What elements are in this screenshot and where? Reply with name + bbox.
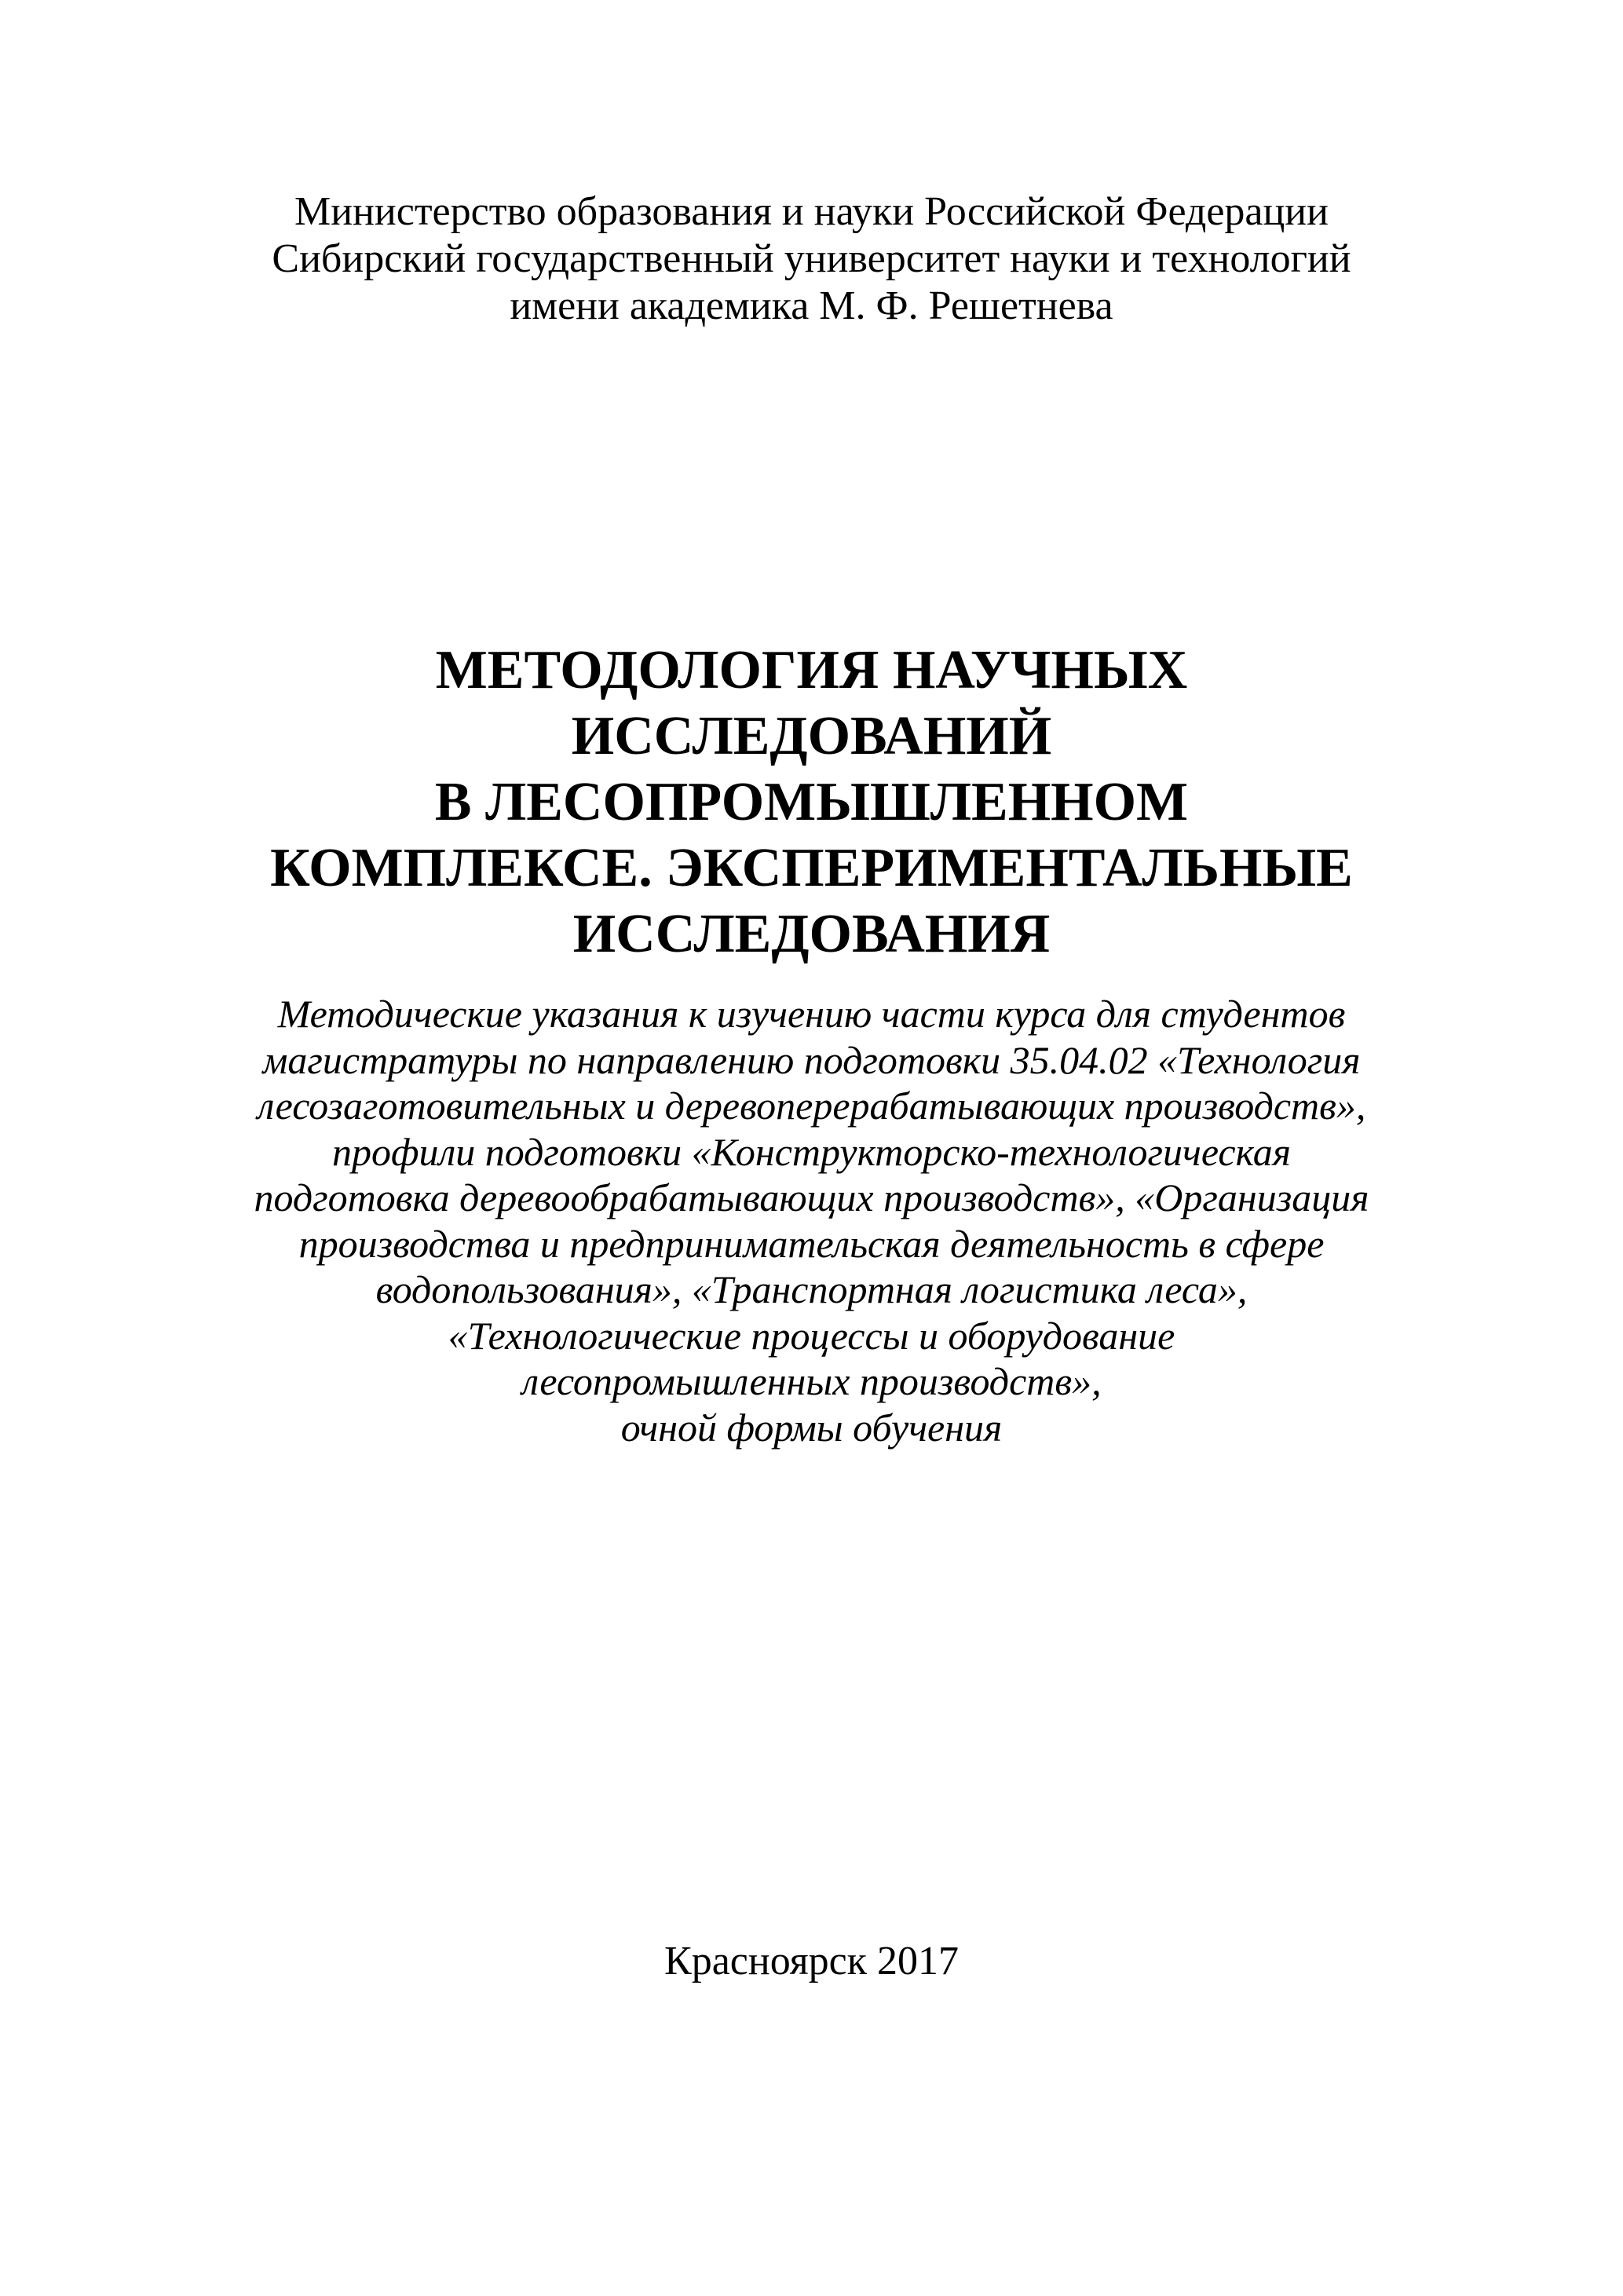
title-line: ИССЛЕДОВАНИЯ — [572, 904, 1051, 964]
title-line: В ЛЕСОПРОМЫШЛЕННОМ — [434, 772, 1189, 832]
title-line: ИССЛЕДОВАНИЙ — [571, 706, 1052, 766]
university-name-line: имени академика М. Ф. Решетнева — [510, 283, 1113, 328]
title-line: КОМПЛЕКСЕ. ЭКСПЕРИМЕНТАЛЬНЫЕ — [270, 838, 1353, 898]
subtitle-line: производства и предпринимательская деятельность в сфере — [298, 1221, 1325, 1266]
place-year: Красноярск 2017 — [664, 1939, 959, 1983]
subtitle-line: «Технологические процессы и оборудование — [448, 1313, 1175, 1358]
document-subtitle — [0, 991, 1623, 1450]
subtitle-line: Методические указания к изучению части курса для студентов — [277, 992, 1346, 1036]
document-title — [0, 638, 1623, 967]
subtitle-line: профили подготовки «Конструкторско-технологическая — [331, 1129, 1292, 1174]
title-line: МЕТОДОЛОГИЯ НАУЧНЫХ — [435, 640, 1188, 700]
subtitle-line: подготовка деревообрабатывающих производств», «Организация — [254, 1175, 1369, 1219]
subtitle-line: очной формы обучения — [620, 1405, 1003, 1450]
subtitle-line: лесопромышленных производств», — [521, 1359, 1102, 1403]
subtitle-line: лесозаготовительных и деревоперерабатывающих производств», — [257, 1084, 1366, 1128]
ministry-line: Министерство образования и науки Российской Федерации — [294, 189, 1329, 234]
subtitle-line: водопользования», «Транспортная логистика леса», — [375, 1267, 1248, 1311]
university-line: Сибирский государственный университет науки и технологий — [272, 236, 1351, 281]
subtitle-line: магистратуры по направлению подготовки 35.04.02 «Технология — [262, 1037, 1361, 1082]
publisher-header — [0, 188, 1623, 330]
